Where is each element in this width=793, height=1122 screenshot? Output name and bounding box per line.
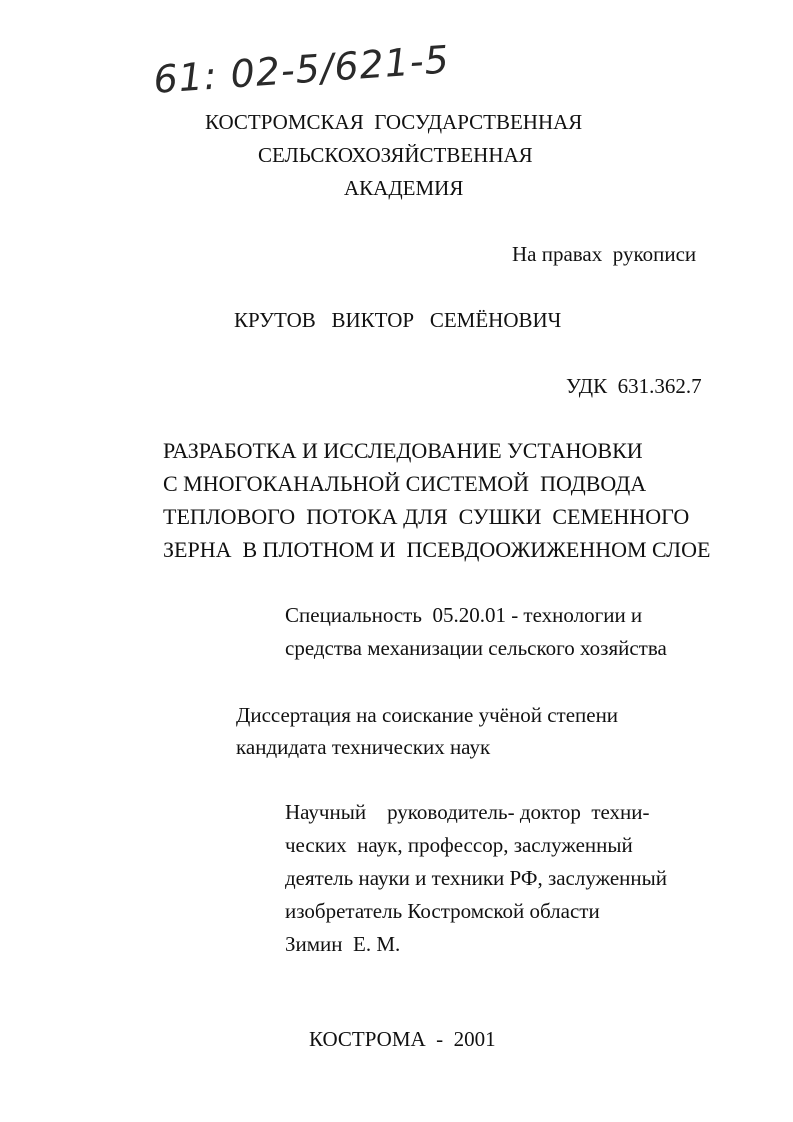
title-line-3: ТЕПЛОВОГО ПОТОКА ДЛЯ СУШКИ СЕМЕННОГО — [163, 504, 690, 529]
supervisor-line-3: деятель науки и техники РФ, заслуженный — [285, 866, 667, 890]
institution-line-3: АКАДЕМИЯ — [344, 176, 464, 200]
archive-number-handwritten: 61: 02-5/621-5 — [152, 37, 452, 102]
institution-line-1: КОСТРОМСКАЯ ГОСУДАРСТВЕННАЯ — [205, 110, 583, 134]
supervisor-line-5: Зимин Е. М. — [285, 932, 401, 956]
title-line-4: ЗЕРНА В ПЛОТНОМ И ПСЕВДООЖИЖЕННОМ СЛОЕ — [163, 537, 711, 562]
dissertation-line-1: Диссертация на соискание учёной степени — [236, 703, 619, 727]
city-year: КОСТРОМА - 2001 — [309, 1027, 496, 1051]
specialty-line-2: средства механизации сельского хозяйства — [285, 636, 667, 660]
supervisor-line-1: Научный руководитель- доктор техни- — [285, 800, 650, 824]
manuscript-note: На правах рукописи — [512, 242, 697, 266]
title-line-2: С МНОГОКАНАЛЬНОЙ СИСТЕМОЙ ПОДВОДА — [163, 471, 647, 496]
institution-line-2: СЕЛЬСКОХОЗЯЙСТВЕННАЯ — [258, 143, 533, 167]
dissertation-line-2: кандидата технических наук — [236, 735, 491, 759]
supervisor-line-2: ческих наук, профессор, заслуженный — [285, 833, 633, 857]
supervisor-line-4: изобретатель Костромской области — [285, 899, 600, 923]
author-name: КРУТОВ ВИКТОР СЕМЁНОВИЧ — [234, 308, 562, 332]
specialty-line-1: Специальность 05.20.01 - технологии и — [285, 603, 643, 627]
title-line-1: РАЗРАБОТКА И ИССЛЕДОВАНИЕ УСТАНОВКИ — [163, 438, 643, 463]
udc-code: УДК 631.362.7 — [566, 374, 702, 398]
